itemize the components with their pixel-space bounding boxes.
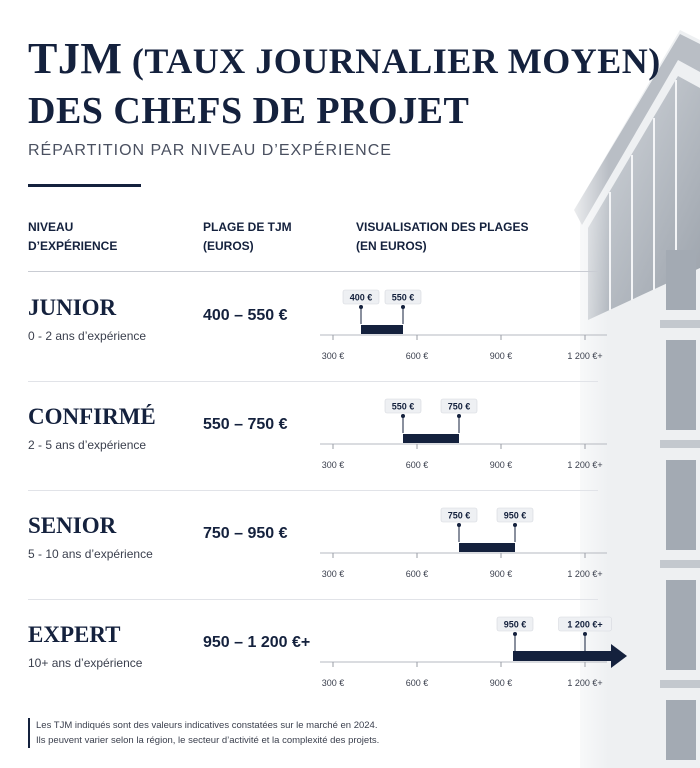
data-label: 950 € [503,510,527,521]
data-label: 950 € [503,619,527,630]
column-header-range-line-1: PLAGE DE TJM [203,220,292,234]
range-chart-expert [315,600,635,708]
header-divider [28,271,598,272]
range-chart-junior [315,273,615,381]
x-tick-label: 300 € [321,351,345,361]
column-header-range-line-2: (EUROS) [203,239,254,253]
level-name: CONFIRMÉ [28,404,156,429]
level-name: EXPERT [28,622,121,647]
data-label: 400 € [349,292,373,303]
data-label: 750 € [447,510,471,521]
x-tick-label: 300 € [321,678,345,688]
data-label: 550 € [391,401,415,412]
marker-dot [457,523,461,527]
data-label: 550 € [391,292,415,303]
column-header-level-line-2: D’EXPÉRIENCE [28,239,118,253]
x-tick-label: 900 € [489,460,513,470]
footnote-line-1: Les TJM indiqués sont des valeurs indicatives constatées sur le marché en 2024. [36,720,378,731]
title-abbreviation: TJM [28,34,123,83]
x-tick-label: 1 200 €+ [567,460,603,470]
x-tick-label: 300 € [321,569,345,579]
level-range: 750 – 950 € [203,525,288,542]
column-header-level [28,218,117,256]
page-title [28,34,661,136]
marker-dot [513,523,517,527]
range-bar [459,543,515,552]
table-row-confirme [0,382,700,490]
title-expansion: (TAUX JOURNALIER MOYEN) [131,41,661,81]
level-name: JUNIOR [28,295,117,320]
column-header-level-line-1: NIVEAU [28,220,74,234]
column-header-viz-line-1: VISUALISATION DES PLAGES [356,220,529,234]
level-experience: 10+ ans d’expérience [28,656,143,670]
level-range: 400 – 550 € [203,307,288,324]
column-header-viz [356,218,528,256]
marker-dot [457,414,461,418]
marker-dot [401,305,405,309]
table-row-expert [0,600,700,708]
x-tick-label: 900 € [489,351,513,361]
title-underline [28,184,141,187]
level-range: 950 – 1 200 €+ [203,634,311,651]
range-chart-confirme [315,382,615,490]
range-chart-senior [315,491,615,599]
x-tick-label: 1 200 €+ [567,569,603,579]
x-tick-label: 600 € [405,351,429,361]
level-experience: 5 - 10 ans d’expérience [28,547,153,561]
table-row-senior [0,491,700,599]
x-tick-label: 1 200 €+ [567,678,603,688]
arrow-head [611,644,627,668]
level-range: 550 – 750 € [203,416,288,433]
footnote [28,718,379,748]
range-bar [513,651,611,661]
level-experience: 0 - 2 ans d’expérience [28,329,147,343]
page-subtitle: RÉPARTITION PAR NIVEAU D’EXPÉRIENCE [28,142,392,159]
x-tick-label: 600 € [405,569,429,579]
x-tick-label: 900 € [489,569,513,579]
marker-dot [359,305,363,309]
title-line-2: DES CHEFS DE PROJET [28,90,470,132]
x-tick-label: 1 200 €+ [567,351,603,361]
x-tick-label: 300 € [321,460,345,470]
marker-dot [583,632,587,636]
range-bar [361,325,403,334]
data-label: 1 200 €+ [567,619,603,630]
marker-dot [513,632,517,636]
range-bar [403,434,459,443]
level-name: SENIOR [28,513,117,538]
marker-dot [401,414,405,418]
table-row-junior [0,273,700,381]
level-experience: 2 - 5 ans d’expérience [28,438,147,452]
x-tick-label: 600 € [405,460,429,470]
x-tick-label: 600 € [405,678,429,688]
footnote-line-2: Ils peuvent varier selon la région, le secteur d’activité et la complexité des projets. [36,735,380,746]
column-header-range [203,218,292,256]
column-header-viz-line-2: (EN EUROS) [356,239,427,253]
x-tick-label: 900 € [489,678,513,688]
data-label: 750 € [447,401,471,412]
